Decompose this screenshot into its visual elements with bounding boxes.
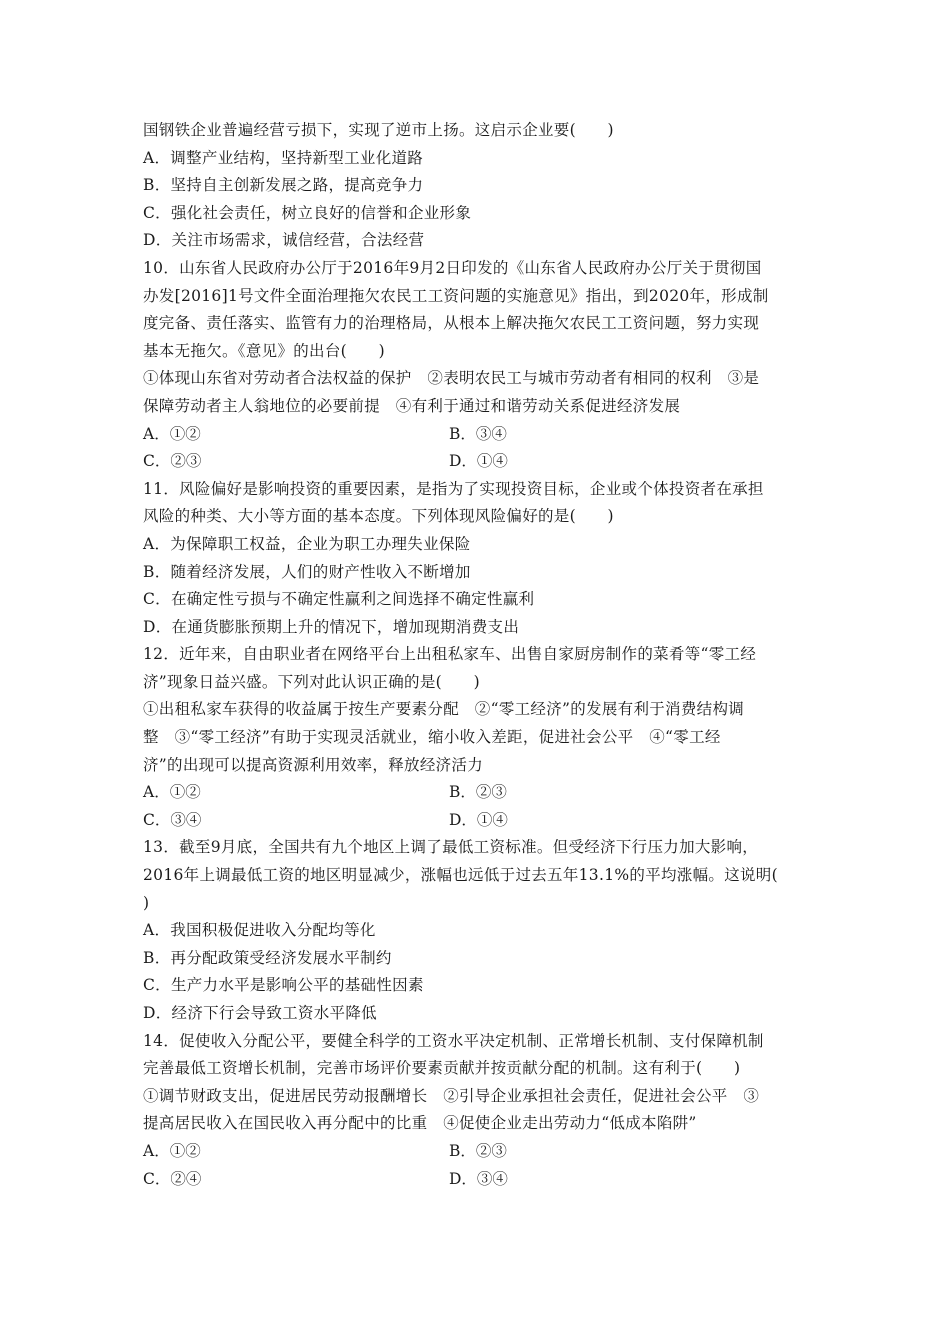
question-stem-line: 2016年上调最低工资的地区明显减少，涨幅也远低于过去五年13.1%的平均涨幅。这说明( bbox=[143, 866, 778, 885]
question-10 bbox=[143, 255, 815, 476]
options-row bbox=[143, 1138, 815, 1166]
statement-line: 提高居民收入在国民收入再分配中的比重 ④促使企业走出劳动力“低成本陷阱” bbox=[143, 1114, 697, 1133]
options-row bbox=[143, 448, 815, 476]
option-b: B．坚持自主创新发展之路，提高竞争力 bbox=[143, 176, 424, 195]
option-d: D．在通货膨胀预期上升的情况下，增加现期消费支出 bbox=[143, 617, 520, 636]
statement-line: ①体现山东省对劳动者合法权益的保护 ②表明农民工与城市劳动者有相同的权利 ③是 bbox=[143, 369, 760, 388]
question-stem-line: 13．截至9月底，全国共有九个地区上调了最低工资标准。但受经济下行压力加大影响， bbox=[143, 838, 759, 857]
question-13 bbox=[143, 834, 815, 1027]
statement-line: ①出租私家车获得的收益属于按生产要素分配 ②“零工经济”的发展有利于消费结构调 bbox=[143, 700, 745, 719]
options-row bbox=[143, 421, 815, 449]
statement-line: 保障劳动者主人翁地位的必要前提 ④有利于通过和谐劳动关系促进经济发展 bbox=[143, 396, 681, 415]
question-stem-line: 完善最低工资增长机制，完善市场评价要素贡献并按贡献分配的机制。这有利于( ) bbox=[143, 1059, 741, 1078]
option-d: D．③④ bbox=[449, 1169, 508, 1188]
question-stem: 国钢铁企业普遍经营亏损下，实现了逆市上扬。这启示企业要( ) bbox=[143, 121, 614, 139]
question-11 bbox=[143, 476, 815, 642]
question-stem-line: 基本无拖欠。《意见》的出台( ) bbox=[143, 341, 385, 360]
question-stem-line: 办发[2016]1号文件全面治理拖欠农民工工资问题的实施意见》指出，到2020年，形成制 bbox=[143, 286, 769, 305]
option-b: B．②③ bbox=[449, 783, 507, 802]
option-c: C．③④ bbox=[143, 810, 202, 829]
question-stem-line: ) bbox=[143, 893, 150, 912]
option-d: D．经济下行会导致工资水平降低 bbox=[143, 1004, 377, 1022]
option-a: A．为保障职工权益，企业为职工办理失业保险 bbox=[143, 534, 471, 553]
statement-line: ①调节财政支出，促进居民劳动报酬增长 ②引导企业承担社会责任，促进社会公平 ③ bbox=[143, 1086, 760, 1105]
options-row bbox=[143, 1166, 815, 1194]
question-stem-line: 11．风险偏好是影响投资的重要因素，是指为了实现投资目标，企业或个体投资者在承担 bbox=[143, 479, 764, 498]
option-c: C．②③ bbox=[143, 452, 202, 471]
question-12 bbox=[143, 641, 815, 834]
option-c: C．在确定性亏损与不确定性赢利之间选择不确定性赢利 bbox=[143, 590, 535, 609]
option-b: B．再分配政策受经济发展水平制约 bbox=[143, 948, 392, 967]
option-a: A．①② bbox=[143, 783, 201, 802]
exam-page bbox=[143, 117, 815, 1193]
options-row bbox=[143, 779, 815, 807]
option-b: B．②③ bbox=[449, 1141, 507, 1160]
option-d: D．关注市场需求，诚信经营，合法经营 bbox=[143, 231, 425, 250]
option-c: C．生产力水平是影响公平的基础性因素 bbox=[143, 976, 424, 995]
statement-line: 整 ③“零工经济”有助于实现灵活就业，缩小收入差距，促进社会公平 ④“零工经 bbox=[143, 728, 721, 747]
option-d: D．①④ bbox=[449, 810, 508, 829]
question-stem-line: 14．促使收入分配公平，要健全科学的工资水平决定机制、正常增长机制、支付保障机制 bbox=[143, 1031, 764, 1050]
question-14 bbox=[143, 1028, 815, 1194]
statement-line: 济”的出现可以提高资源利用效率，释放经济活力 bbox=[143, 755, 484, 774]
question-stem-line: 度完备、责任落实、监管有力的治理格局，从根本上解决拖欠农民工工资问题，努力实现 bbox=[143, 314, 760, 333]
options-row bbox=[143, 807, 815, 835]
option-a: A．①② bbox=[143, 1141, 201, 1160]
question-stem-line: 10．山东省人民政府办公厅于2016年9月2日印发的《山东省人民政府办公厅关于贯彻国 bbox=[143, 258, 762, 277]
option-d: D．①④ bbox=[449, 452, 508, 471]
option-c: C．②④ bbox=[143, 1169, 202, 1188]
option-a: A．我国积极促进收入分配均等化 bbox=[143, 921, 376, 940]
question-stem-line: 风险的种类、大小等方面的基本态度。下列体现风险偏好的是( ) bbox=[143, 507, 614, 526]
option-a: A．调整产业结构，坚持新型工业化道路 bbox=[143, 148, 424, 167]
question-stem-line: 12．近年来，自由职业者在网络平台上出租私家车、出售自家厨房制作的菜肴等“零工经 bbox=[143, 645, 757, 664]
question-9 bbox=[143, 117, 815, 255]
option-b: B．③④ bbox=[449, 424, 507, 443]
option-c: C．强化社会责任，树立良好的信誉和企业形象 bbox=[143, 203, 472, 222]
option-b: B．随着经济发展，人们的财产性收入不断增加 bbox=[143, 562, 471, 581]
option-a: A．①② bbox=[143, 424, 201, 443]
question-stem-line: 济”现象日益兴盛。下列对此认识正确的是( ) bbox=[143, 672, 480, 691]
